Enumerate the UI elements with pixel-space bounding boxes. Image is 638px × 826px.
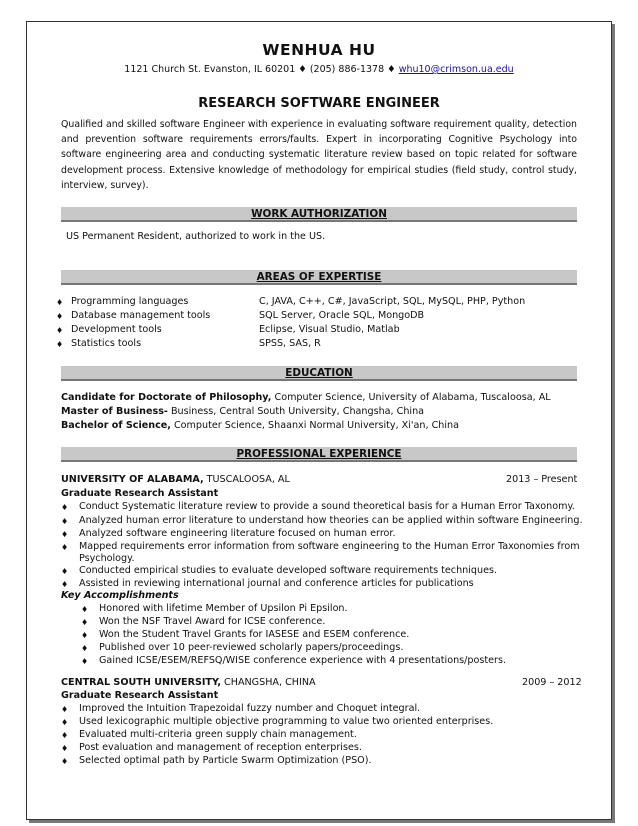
job-bullet: Assisted in reviewing international journal and conference articles for publications xyxy=(79,578,474,589)
accomplishment-item: Published over 10 peer-reviewed scholarly papers/proceedings. xyxy=(99,642,404,653)
work-authorization-heading: WORK AUTHORIZATION xyxy=(61,207,577,222)
candidate-name: WENHUA HU xyxy=(262,41,376,59)
expertise-detail: C, JAVA, C++, C#, JavaScript, SQL, MySQL, PHP, Python xyxy=(259,296,526,307)
accomplishments-heading: Key Accomplishments xyxy=(61,590,179,601)
job-bullet: Conduct Systematic literature review to provide a sound theoretical basis for a Human Error Taxonomy. xyxy=(79,501,575,512)
job-title: RESEARCH SOFTWARE ENGINEER xyxy=(198,96,440,111)
bullet-icon: ♦ xyxy=(56,340,64,349)
job-role: Graduate Research Assistant xyxy=(61,690,219,701)
education-item: Bachelor of Science, Computer Science, Shaanxi Normal University, Xi'an, China xyxy=(61,420,460,431)
email-link[interactable]: whu10@crimson.ua.edu xyxy=(398,64,514,75)
bullet-icon: ♦ xyxy=(61,503,69,512)
bullet-icon: ♦ xyxy=(56,298,64,307)
job-bullet: Analyzed software engineering literature focused on human error. xyxy=(79,528,396,539)
bullet-icon: ♦ xyxy=(61,543,69,552)
accomplishment-item: Gained ICSE/ESEM/REFSQ/WISE conference experience with 4 presentations/posters. xyxy=(99,655,506,666)
job-bullet: Improved the Intuition Trapezoidal fuzzy number and Choquet integral. xyxy=(79,703,421,714)
bullet-icon: ♦ xyxy=(81,631,89,640)
expertise-heading: AREAS OF EXPERTISE xyxy=(61,270,577,285)
education-heading: EDUCATION xyxy=(61,366,577,381)
bullet-icon: ♦ xyxy=(81,605,89,614)
bullet-icon: ♦ xyxy=(56,326,64,335)
job-org-line: UNIVERSITY OF ALABAMA, TUSCALOOSA, AL xyxy=(61,474,290,485)
job-dates: 2009 – 2012 xyxy=(522,677,582,688)
expertise-detail: SQL Server, Oracle SQL, MongoDB xyxy=(259,310,425,321)
job-bullet: Used lexicographic multiple objective programming to value two oriented enterprises. xyxy=(79,716,494,727)
bullet-icon: ♦ xyxy=(61,530,69,539)
expertise-area: Database management tools xyxy=(71,310,211,321)
bullet-icon: ♦ xyxy=(61,567,69,576)
job-bullet: Post evaluation and management of reception enterprises. xyxy=(79,742,362,753)
experience-heading: PROFESSIONAL EXPERIENCE xyxy=(61,447,577,462)
education-item: Master of Business- Business, Central South University, Changsha, China xyxy=(61,406,425,417)
bullet-icon: ♦ xyxy=(61,757,69,766)
job-bullet: Selected optimal path by Particle Swarm Optimization (PSO). xyxy=(79,755,372,766)
accomplishment-item: Honored with lifetime Member of Upsilon Pi Epsilon. xyxy=(99,603,348,614)
expertise-area: Programming languages xyxy=(71,296,189,307)
job-bullet: Evaluated multi-criteria green supply chain management. xyxy=(79,729,357,740)
job-bullet: Conducted empirical studies to evaluate developed software requirements techniques. xyxy=(79,565,498,576)
bullet-icon: ♦ xyxy=(61,718,69,727)
bullet-icon: ♦ xyxy=(81,618,89,627)
bullet-icon: ♦ xyxy=(61,731,69,740)
job-role: Graduate Research Assistant xyxy=(61,488,219,499)
bullet-icon: ♦ xyxy=(81,644,89,653)
work-authorization-text: US Permanent Resident, authorized to work in the US. xyxy=(66,231,326,242)
expertise-detail: SPSS, SAS, R xyxy=(259,338,321,349)
expertise-area: Statistics tools xyxy=(71,338,142,349)
contact-line xyxy=(0,64,638,75)
accomplishment-item: Won the Student Travel Grants for IASESE and ESEM conference. xyxy=(99,629,410,640)
job-org-line: CENTRAL SOUTH UNIVERSITY, CHANGSHA, CHINA xyxy=(61,677,316,688)
bullet-icon: ♦ xyxy=(61,705,69,714)
education-item: Candidate for Doctorate of Philosophy, Computer Science, University of Alabama, Tuscaloosa, AL xyxy=(61,392,551,403)
bullet-icon: ♦ xyxy=(56,312,64,321)
accomplishment-item: Won the NSF Travel Award for ICSE conference. xyxy=(99,616,326,627)
bullet-icon: ♦ xyxy=(61,580,69,589)
bullet-icon: ♦ xyxy=(61,744,69,753)
summary-paragraph: Qualified and skilled software Engineer with experience in evaluating software requirement quality, detection and prevention software requirements errors/faults. Expert in incorporating Cognitive Psychology into software engineering area and conducting systematic literature review based on topic related for software development process. Extensive knowledge of methodology for empirical studies (field study, control study, interview, survey). xyxy=(61,119,577,191)
job-dates: 2013 – Present xyxy=(506,474,578,485)
bullet-icon: ♦ xyxy=(81,657,89,666)
contact-text: 1121 Church St. Evanston, IL 60201 ♦ (205) 886-1378 ♦ xyxy=(124,64,399,75)
job-bullet: Mapped requirements error information from software engineering to the Human Error Taxonomies from xyxy=(79,541,580,552)
expertise-area: Development tools xyxy=(71,324,162,335)
expertise-detail: Eclipse, Visual Studio, Matlab xyxy=(259,324,400,335)
bullet-icon: ♦ xyxy=(61,517,69,526)
job-bullet: Analyzed human error literature to understand how theories can be applied within software Engineering. xyxy=(79,515,583,526)
job-bullet-continuation: Psychology. xyxy=(79,553,135,564)
